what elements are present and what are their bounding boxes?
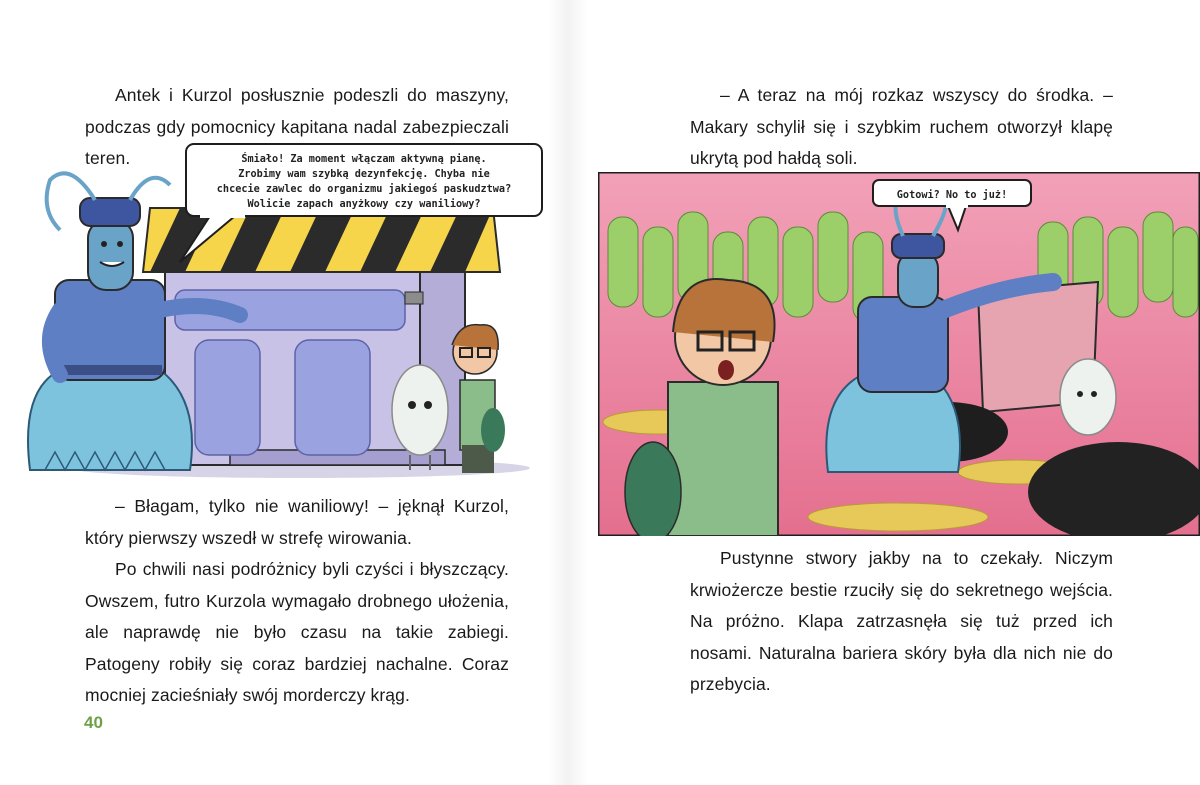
illustration-car-wash <box>0 140 550 485</box>
right-paragraph-bottom: Pustynne stwory jakby na to czekały. Niczym krwiożercze bestie rzuciły się do sekretnego wejścia. Na próżno. Klapa zatrzasnęła się tuż przed ich nosami. Naturalna bariera skóry była dla nich nie do przebycia. <box>690 548 1113 694</box>
right-paragraph-top: – A teraz na mój rozkaz wszyscy do środka. – Makary schylił się i szybkim ruchem otworzył klapę ukrytą pod hałdą soli. <box>690 85 1113 168</box>
book-gutter <box>548 0 588 785</box>
paragraph-travelers-clean: Po chwili nasi podróżnicy byli czyści i błyszczący. Owszem, futro Kurzola wymagało drobnego ułożenia, ale naprawdę nie było czasu na takie zabiegi. Patogeny robiły się coraz bardziej nachalne. Coraz mocniej zacieśniały swój morderczy krąg. <box>85 559 509 705</box>
left-paragraph-top: Antek i Kurzol posłusznie podeszli do maszyny, podczas gdy pomocnicy kapitana nadal zabezpieczali teren. <box>85 85 509 168</box>
bubble-line-3: chcecie zawlec do organizmu jakiegoś paskudztwa? <box>216 184 512 195</box>
bubble-line-2: Zrobimy wam szybką dezynfekcję. Chyba nie <box>238 169 490 180</box>
paragraph-kurzol-quote: – Błagam, tylko nie waniliowy! – jęknął Kurzol, który pierwszy wszedł w strefę wirowania. <box>85 496 509 548</box>
bubble-ready-text: Gotowi? No to już! <box>896 190 1008 201</box>
page-number: 40 <box>84 713 103 732</box>
illustration-hatch-escape <box>598 172 1200 536</box>
bubble-line-1: Śmiało! Za moment włączam aktywną pianę. <box>241 154 487 165</box>
kurzol-character-small <box>1060 359 1116 435</box>
antek-character <box>452 325 505 473</box>
bubble-line-4: Wolicie zapach anyżkowy czy waniliowy? <box>247 199 481 210</box>
left-paragraphs-bottom <box>85 491 509 712</box>
